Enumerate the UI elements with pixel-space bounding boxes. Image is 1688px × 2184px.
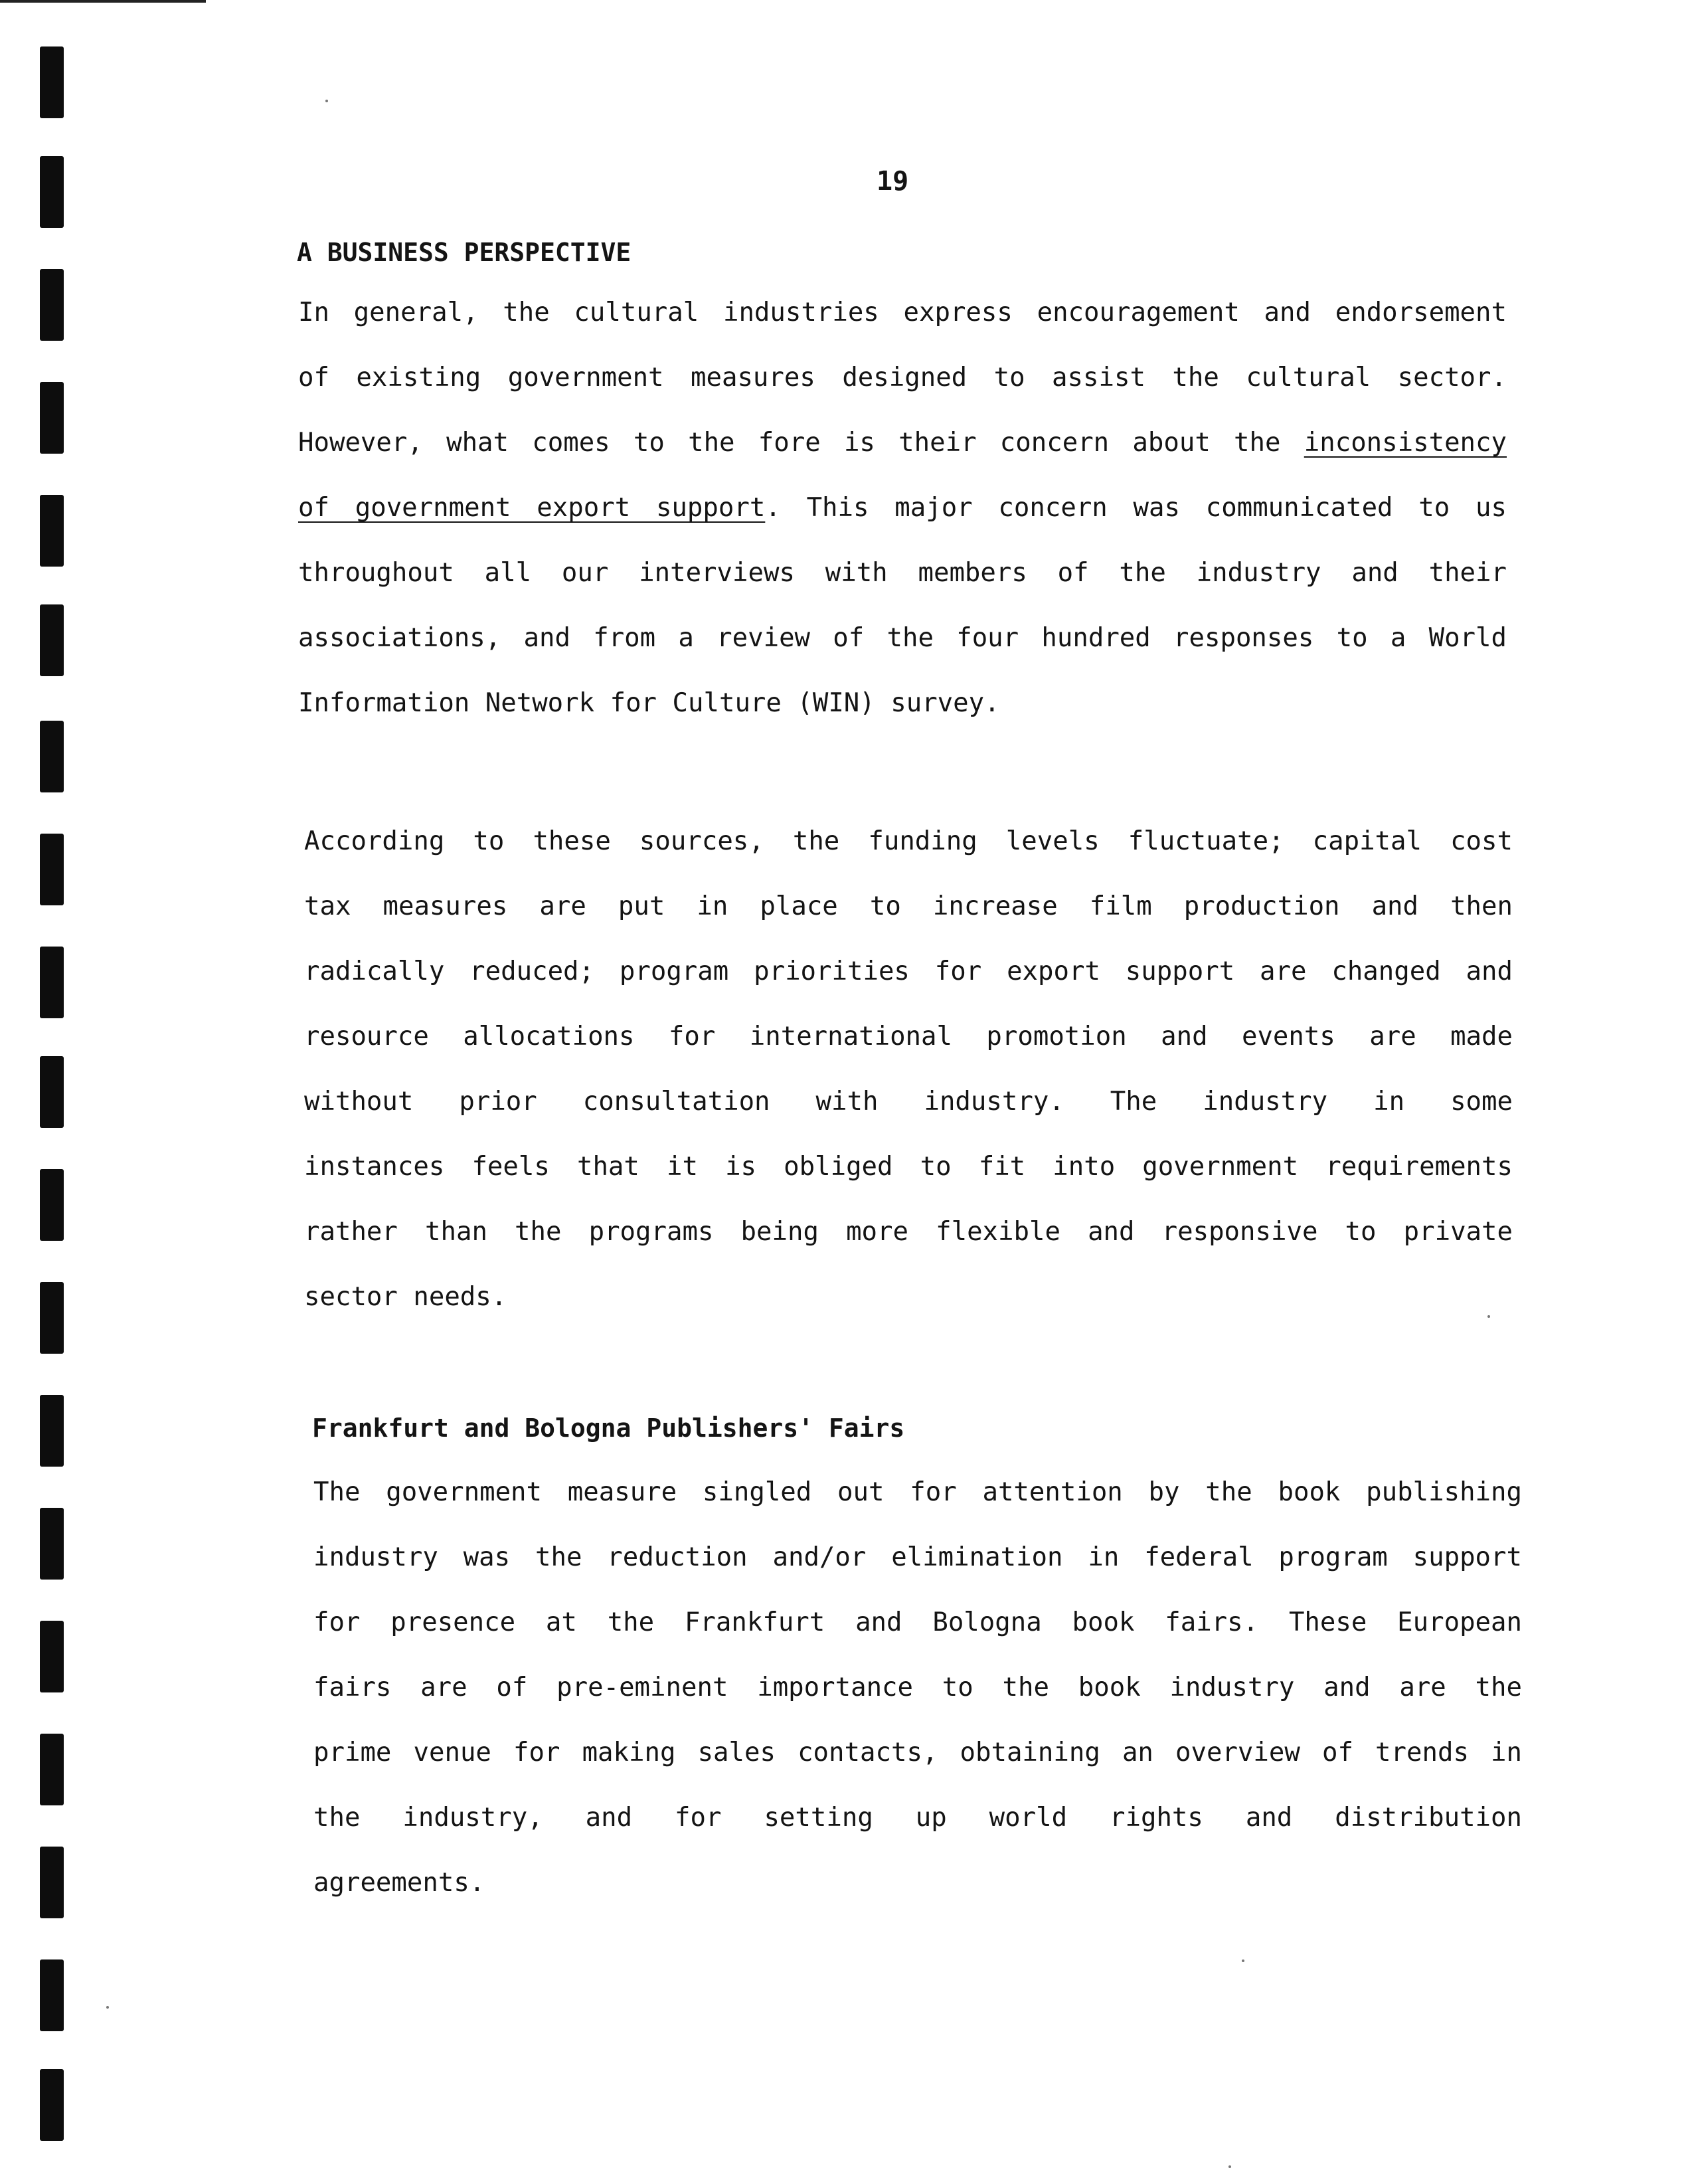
binding-mark [40, 834, 64, 905]
binding-mark [40, 46, 64, 118]
text-line: The government measure singled out for attention by the book publishing [313, 1477, 1522, 1507]
text-line: radically reduced; program priorities for export support are changed and [304, 956, 1513, 986]
section-heading-business-perspective: A BUSINESS PERSPECTIVE [297, 238, 632, 267]
top-edge-rule [0, 0, 206, 3]
text-line: industry was the reduction and/or elimination in federal program support [313, 1542, 1522, 1572]
text-line: sector needs. [304, 1282, 507, 1312]
binding-mark [40, 1056, 64, 1128]
binding-mark [40, 721, 64, 792]
paragraph-funding-levels [304, 809, 1513, 1330]
text-line: agreements. [313, 1868, 485, 1898]
binding-mark [40, 947, 64, 1018]
paragraph-general-concern [298, 280, 1507, 736]
text-line: According to these sources, the funding levels fluctuate; capital cost [304, 826, 1513, 856]
binding-mark [40, 1169, 64, 1241]
page-number: 19 [877, 166, 909, 197]
binding-mark [40, 382, 64, 454]
binding-mark [40, 156, 64, 228]
text-line [298, 410, 1507, 476]
underlined-phrase: inconsistency [1304, 428, 1507, 458]
scan-speck [325, 100, 328, 102]
paragraph-book-fairs [313, 1460, 1522, 1916]
text-line: fairs are of pre-eminent importance to the book industry and are the [313, 1673, 1522, 1702]
scan-speck [1487, 1315, 1490, 1318]
binding-mark [40, 269, 64, 341]
text-line: rather than the programs being more flexible and responsive to private [304, 1217, 1513, 1247]
binding-mark [40, 1282, 64, 1354]
underlined-phrase: of government export support [298, 493, 766, 523]
binding-mark [40, 604, 64, 676]
text-line: for presence at the Frankfurt and Bologna book fairs. These European [313, 1607, 1522, 1637]
text-line: Information Network for Culture (WIN) survey. [298, 688, 1000, 718]
text-line: of existing government measures designed to assist the cultural sector. [298, 363, 1507, 393]
scan-speck [106, 2006, 109, 2009]
section-heading-publishers-fairs: Frankfurt and Bologna Publishers' Fairs [312, 1413, 905, 1443]
text-line: resource allocations for international promotion and events are made [304, 1022, 1513, 1051]
binding-mark [40, 1959, 64, 2031]
scan-speck [1228, 2165, 1231, 2168]
text-line: associations, and from a review of the four hundred responses to a World [298, 623, 1507, 653]
binding-mark [40, 1395, 64, 1467]
text-line: throughout all our interviews with members of the industry and their [298, 558, 1507, 588]
text-line: instances feels that it is obliged to fit into government requirements [304, 1152, 1513, 1182]
text-line: prime venue for making sales contacts, obtaining an overview of trends in [313, 1738, 1522, 1768]
binding-mark [40, 1621, 64, 1692]
text-line: tax measures are put in place to increase film production and then [304, 891, 1513, 921]
text-line: the industry, and for setting up world rights and distribution [313, 1803, 1522, 1833]
text-run: . This major concern was communicated to us [765, 493, 1507, 523]
binding-mark [40, 2069, 64, 2141]
scan-speck [1242, 1959, 1244, 1962]
binding-mark [40, 1508, 64, 1580]
binding-mark [40, 495, 64, 567]
text-run: However, what comes to the fore is their concern about the [298, 428, 1304, 458]
text-line: In general, the cultural industries express encouragement and endorsement [298, 298, 1507, 327]
binding-marks [40, 0, 66, 2184]
text-line: without prior consultation with industry. The industry in some [304, 1087, 1513, 1117]
binding-mark [40, 1734, 64, 1805]
text-line [298, 476, 1507, 541]
binding-mark [40, 1847, 64, 1918]
